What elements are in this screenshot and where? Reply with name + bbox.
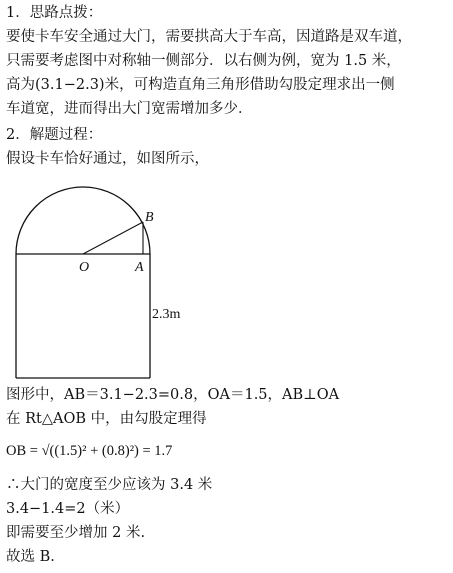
arch-curve bbox=[16, 187, 150, 254]
solution-line-6: 故选 B. bbox=[6, 549, 55, 565]
section1-heading: 1．思路点拨： bbox=[6, 5, 103, 21]
solution-line-4: 3.4−1.4=2（米） bbox=[6, 501, 130, 517]
label-a: A bbox=[135, 260, 144, 275]
solution-line-1: 图形中，AB＝3.1−2.3=0.8，OA＝1.5，AB⊥OA bbox=[6, 387, 340, 403]
label-b: B bbox=[145, 210, 154, 225]
section1-line-2: 只需要考虑图中对称轴一侧部分．以右侧为例，宽为 1.5 米， bbox=[6, 53, 401, 69]
solution-line-5: 即需要至少增加 2 米. bbox=[6, 525, 146, 541]
side-length-label: 2.3m bbox=[152, 307, 181, 322]
section1-line-1: 要使卡车安全通过大门，需要拱高大于车高，因道路是双车道， bbox=[6, 29, 412, 45]
solution-line-3: ∴大门的宽度至少应该为 3.4 米 bbox=[6, 477, 213, 493]
section2-intro: 假设卡车恰好通过，如图所示， bbox=[6, 151, 209, 167]
section2-heading: 2．解题过程： bbox=[6, 127, 103, 143]
segment-ob bbox=[83, 222, 143, 254]
section1-line-3: 高为(3.1−2.3)米，可构造直角三角形借助勾股定理求出一侧 bbox=[6, 77, 395, 93]
section1-line-4: 车道宽，进而得出大门宽需增加多少． bbox=[6, 101, 253, 117]
pythagorean-formula: OB = √((1.5)² + (0.8)²) = 1.7 bbox=[6, 443, 173, 459]
solution-line-2: 在 Rt△AOB 中，由勾股定理得 bbox=[6, 411, 207, 427]
label-o: O bbox=[79, 260, 90, 275]
